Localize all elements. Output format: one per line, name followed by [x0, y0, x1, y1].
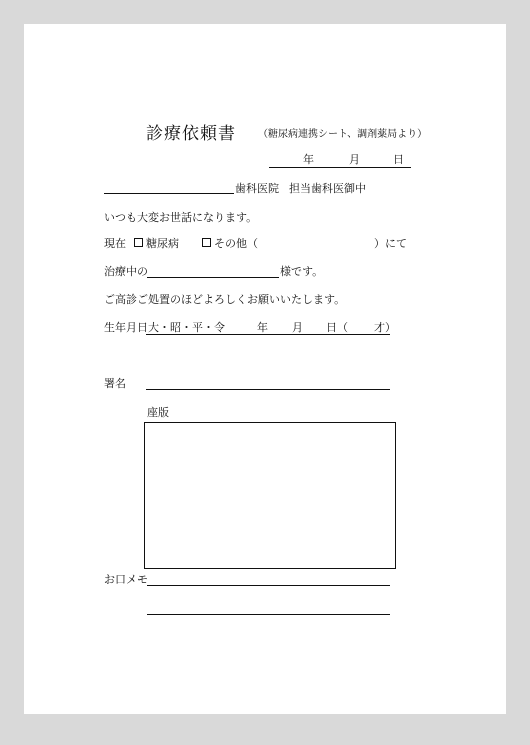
seal-label: 座版	[147, 406, 169, 419]
greeting-text: いつも大変お世話になります。	[104, 211, 258, 224]
date-day-label: 日	[393, 153, 404, 166]
request-text: ご高診ご処置のほどよろしくお願いいたします。	[104, 293, 346, 306]
age-label: 才）	[374, 321, 396, 334]
option-diabetes[interactable]	[134, 237, 179, 250]
diabetes-checkbox[interactable]	[134, 238, 143, 247]
patient-name-field[interactable]	[147, 277, 279, 278]
birth-day-label: 日（	[326, 321, 348, 334]
document-title: 診療依頼書	[146, 124, 236, 144]
option-other[interactable]	[202, 237, 258, 250]
signature-field[interactable]	[146, 389, 390, 390]
current-label: 現在	[104, 237, 126, 250]
document-page	[24, 24, 506, 714]
document-subtitle: （糖尿病連携シート、調剤薬局より）	[258, 129, 428, 140]
seal-box[interactable]	[144, 422, 396, 569]
birthdate-underline	[146, 334, 390, 335]
treatment-prefix: 治療中の	[104, 265, 148, 278]
era-options: 大・昭・平・令	[148, 321, 225, 334]
diabetes-label: 糖尿病	[146, 237, 179, 250]
treatment-suffix: 様です。	[280, 265, 324, 278]
other-label: その他（	[214, 237, 258, 250]
clinic-suffix: 歯科医院	[235, 182, 279, 195]
date-underline	[269, 167, 411, 168]
doctor-addressee: 担当歯科医御中	[289, 182, 366, 195]
birth-month-label: 月	[292, 321, 303, 334]
signature-label: 署名	[104, 377, 126, 390]
date-month-label: 月	[349, 153, 360, 166]
date-year-label: 年	[303, 153, 314, 166]
birthdate-label: 生年月日	[104, 321, 148, 334]
other-close-text: ）にて	[374, 237, 407, 250]
birth-year-label: 年	[257, 321, 268, 334]
memo-label: お口メモ	[104, 573, 148, 586]
clinic-name-field[interactable]	[104, 193, 234, 194]
memo-line-1[interactable]	[147, 585, 390, 586]
memo-line-2[interactable]	[147, 614, 390, 615]
other-checkbox[interactable]	[202, 238, 211, 247]
